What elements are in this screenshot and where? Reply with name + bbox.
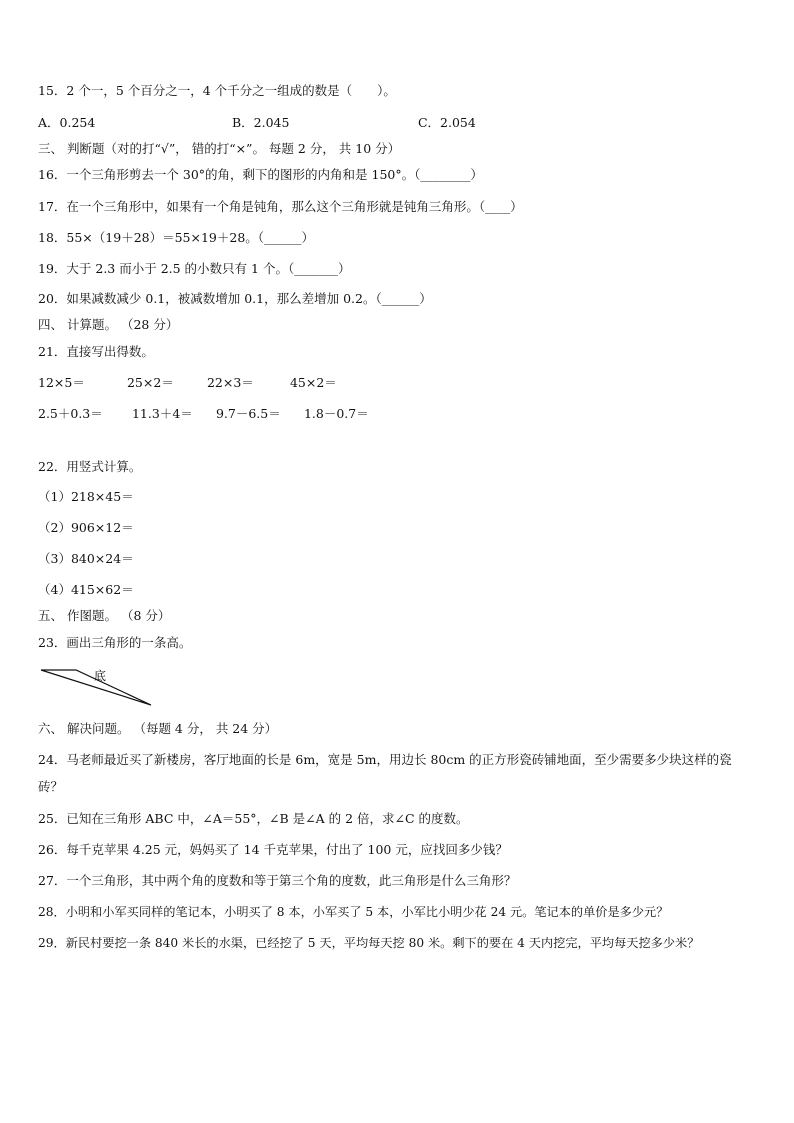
question-22-item-1: （1）218×45＝ — [38, 489, 134, 504]
section-4-heading: 四、 计算题。 （28 分） — [38, 317, 179, 332]
question-15-options — [38, 114, 476, 132]
calc-item: 22×3＝ — [206, 375, 254, 390]
question-22-item-2: （2）906×12＝ — [38, 520, 134, 535]
question-19: 19．大于 2.3 而小于 2.5 的小数只有 1 个。（_______） — [38, 261, 351, 276]
section-5-heading: 五、 作图题。 （8 分） — [38, 608, 171, 623]
option-a: A．0.254 — [38, 115, 96, 130]
question-18: 18．55×（19＋28）＝55×19＋28。（______） — [38, 230, 315, 245]
question-26: 26．每千克苹果 4.25 元，妈妈买了 14 千克苹果，付出了 100 元，应找回多少钱？ — [38, 842, 508, 857]
calc-item: 25×2＝ — [126, 375, 174, 390]
option-b: B．2.045 — [231, 115, 290, 130]
triangle-figure — [38, 664, 156, 708]
question-22-item-3: （3）840×24＝ — [38, 551, 134, 566]
calc-item: 45×2＝ — [289, 375, 337, 390]
question-16: 16．一个三角形剪去一个 30°的角，剩下的图形的内角和是 150°。（________） — [38, 167, 483, 182]
calc-item: 12×5＝ — [38, 375, 85, 390]
question-21-row-2 — [38, 405, 369, 423]
calc-item: 2.5＋0.3＝ — [38, 406, 103, 421]
question-23-title: 23．画出三角形的一条高。 — [38, 635, 192, 650]
question-17: 17．在一个三角形中，如果有一个角是钝角，那么这个三角形就是钝角三角形。（____） — [38, 199, 523, 214]
question-15: 15．2 个一，5 个百分之一，4 个千分之一组成的数是（ ）。 — [38, 83, 396, 98]
option-c: C．2.054 — [417, 115, 476, 130]
question-22-title: 22．用竖式计算。 — [38, 459, 142, 474]
section-6-heading: 六、 解决问题。 （每题 4 分， 共 24 分） — [38, 721, 278, 736]
question-28: 28．小明和小军买同样的笔记本，小明买了 8 本，小军买了 5 本，小军比小明少花 24 元。笔记本的单价是多少元？ — [38, 905, 669, 919]
question-21-title: 21．直接写出得数。 — [38, 344, 154, 359]
calc-item: 11.3＋4＝ — [131, 406, 193, 421]
question-22-item-4: （4）415×62＝ — [38, 582, 134, 597]
calc-item: 1.8－0.7＝ — [303, 406, 369, 421]
question-27: 27．一个三角形，其中两个角的度数和等于第三个角的度数，此三角形是什么三角形？ — [38, 873, 517, 888]
section-3-heading: 三、 判断题（对的打“√”， 错的打“×”。 每题 2 分， 共 10 分） — [38, 141, 401, 156]
question-29: 29．新民村要挖一条 840 米长的水渠，已经挖了 5 天，平均每天挖 80 米。剩下的要在 4 天内挖完，平均每天挖多少米？ — [38, 936, 700, 950]
question-20: 20．如果减数减少 0.1，被减数增加 0.1，那么差增加 0.2。（______） — [38, 291, 432, 306]
calc-item: 9.7－6.5＝ — [215, 406, 281, 421]
question-21-row-1 — [38, 374, 337, 392]
question-25: 25．已知在三角形 ABC 中，∠A＝55°，∠B 是∠A 的 2 倍，求∠C 的度数。 — [38, 811, 469, 826]
triangle-base-label: 底 — [94, 669, 107, 683]
question-24: 24．马老师最近买了新楼房，客厅地面的长是 6m，宽是 5m，用边长 80cm 的正方形瓷砖铺地面，至少需要多少块这样的瓷砖？ — [38, 752, 732, 794]
